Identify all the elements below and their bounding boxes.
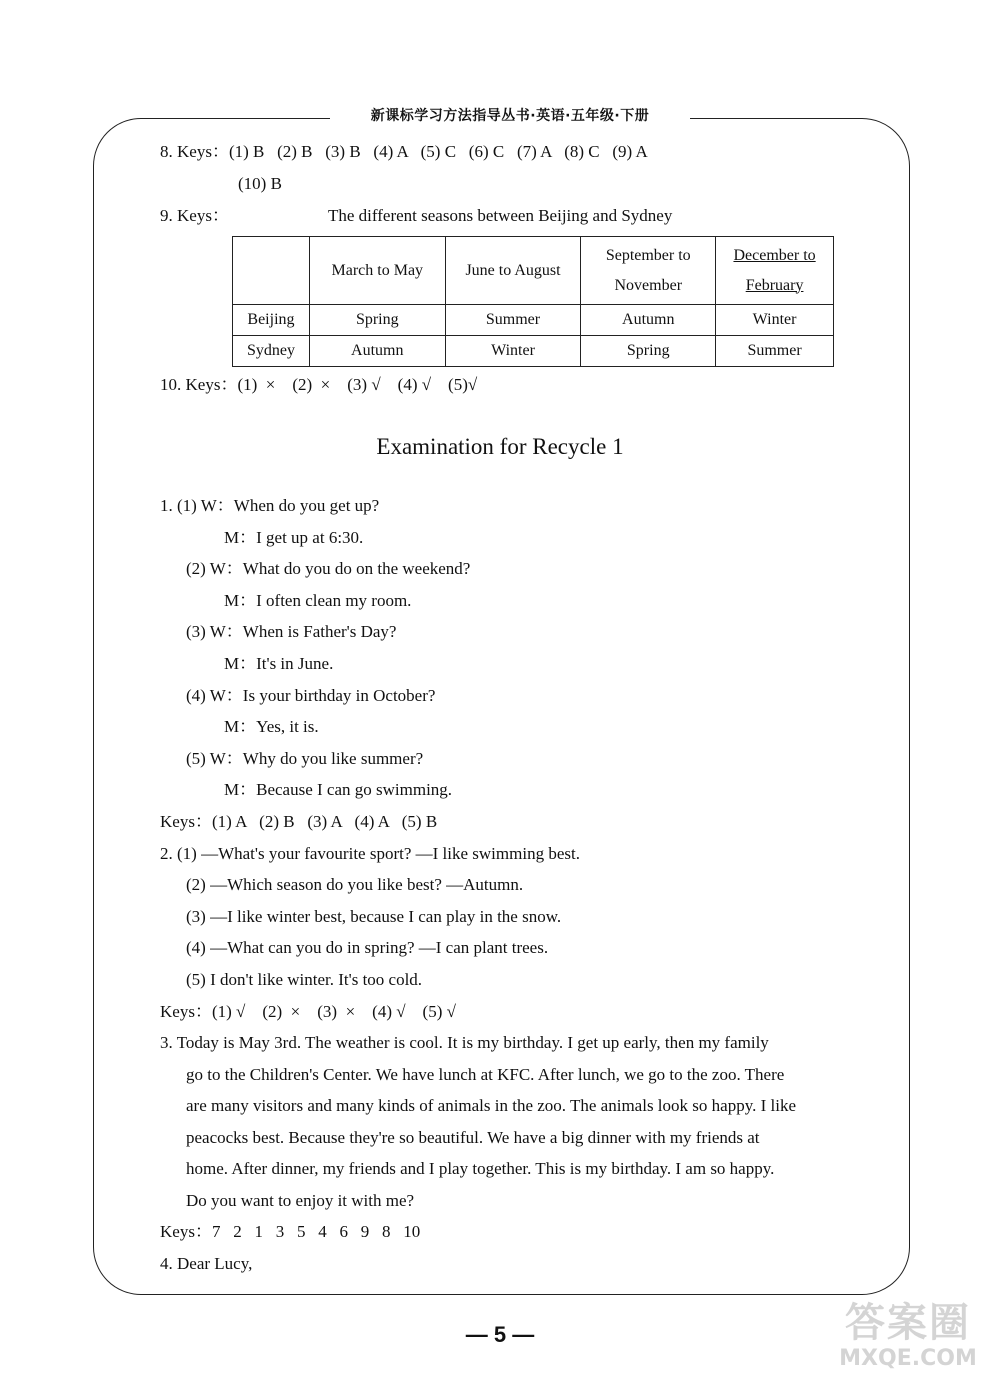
q8-keys-line1: 8. Keys：(1) B (2) B (3) B (4) A (5) C (6) C (7) A (8) C (9) A — [160, 142, 648, 161]
table-cell: Winter — [716, 305, 834, 336]
s2-line: (2) —Which season do you like best? —Autumn. — [186, 875, 524, 894]
s1-line: M：Yes, it is. — [224, 717, 319, 736]
table-header-row — [233, 237, 834, 305]
s2-line: (5) I don't like winter. It's too cold. — [186, 970, 423, 989]
table-row — [233, 336, 834, 367]
s1-line: M：I get up at 6:30. — [224, 528, 364, 547]
s1-line: M：I often clean my room. — [224, 591, 412, 610]
page-number: — 5 — — [465, 1322, 535, 1347]
q9-label: 9. Keys： — [160, 206, 229, 225]
s3-line: go to the Children's Center. We have lunch at KFC. After lunch, we go to the zoo. There — [186, 1065, 785, 1084]
s1-line: M：It's in June. — [224, 654, 334, 673]
s1-line: (3) W：When is Father's Day? — [186, 622, 397, 641]
s3-line: home. After dinner, my friends and I play together. This is my birthday. I am so happy. — [186, 1159, 775, 1178]
s2-line: (3) —I like winter best, because I can play in the snow. — [186, 907, 562, 926]
s1-keys: Keys：(1) A (2) B (3) A (4) A (5) B — [160, 812, 438, 831]
s1-line: 1. (1) W：When do you get up? — [160, 496, 380, 515]
table-cell: Spring — [581, 336, 716, 367]
running-header: 新课标学习方法指导丛书·英语·五年级·下册 — [370, 108, 650, 124]
s1-line: (2) W：What do you do on the weekend? — [186, 559, 471, 578]
table-cell: Beijing — [233, 305, 310, 336]
table-header-cell: June to August — [445, 237, 581, 305]
table-cell: Sydney — [233, 336, 310, 367]
watermark-logo — [822, 1300, 994, 1372]
table-header-cell: March to May — [309, 237, 445, 305]
s3-line: 3. Today is May 3rd. The weather is cool. It is my birthday. I get up early, then my family — [160, 1033, 769, 1052]
table-cell: Spring — [309, 305, 445, 336]
s3-keys: Keys：7 2 1 3 5 4 6 9 8 10 — [160, 1222, 421, 1241]
q9-table-caption: The different seasons between Beijing and Sydney — [328, 206, 673, 225]
table-cell: Autumn — [309, 336, 445, 367]
table-cell: Winter — [445, 336, 581, 367]
table-row — [233, 305, 834, 336]
q8-keys-line2: (10) B — [238, 174, 282, 193]
table-cell: Autumn — [581, 305, 716, 336]
table-corner-cell — [233, 237, 310, 305]
q10-keys: 10. Keys：(1) × (2) × (3) √ (4) √ (5)√ — [160, 375, 478, 394]
s2-line: 2. (1) —What's your favourite sport? —I like swimming best. — [160, 844, 580, 863]
watermark-en: MXQE.COM — [839, 1346, 977, 1371]
table-header-cell: September to November — [581, 237, 716, 305]
seasons-table — [232, 236, 834, 367]
s3-line: peacocks best. Because they're so beautiful. We have a big dinner with my friends at — [186, 1128, 760, 1147]
table-header-cell: December to February — [716, 237, 834, 305]
s4-line: 4. Dear Lucy, — [160, 1254, 253, 1273]
watermark-cn: 答案圈 — [845, 1300, 971, 1346]
s1-line: (5) W：Why do you like summer? — [186, 749, 424, 768]
table-cell: Summer — [445, 305, 581, 336]
s2-keys: Keys：(1) √ (2) × (3) × (4) √ (5) √ — [160, 1002, 456, 1021]
s1-line: (4) W：Is your birthday in October? — [186, 686, 436, 705]
s3-line: are many visitors and many kinds of animals in the zoo. The animals look so happy. I like — [186, 1096, 796, 1115]
table-cell: Summer — [716, 336, 834, 367]
exam-title: Examination for Recycle 1 — [376, 434, 624, 459]
s1-line: M：Because I can go swimming. — [224, 780, 453, 799]
s3-line: Do you want to enjoy it with me? — [186, 1191, 415, 1210]
s2-line: (4) —What can you do in spring? —I can plant trees. — [186, 938, 549, 957]
